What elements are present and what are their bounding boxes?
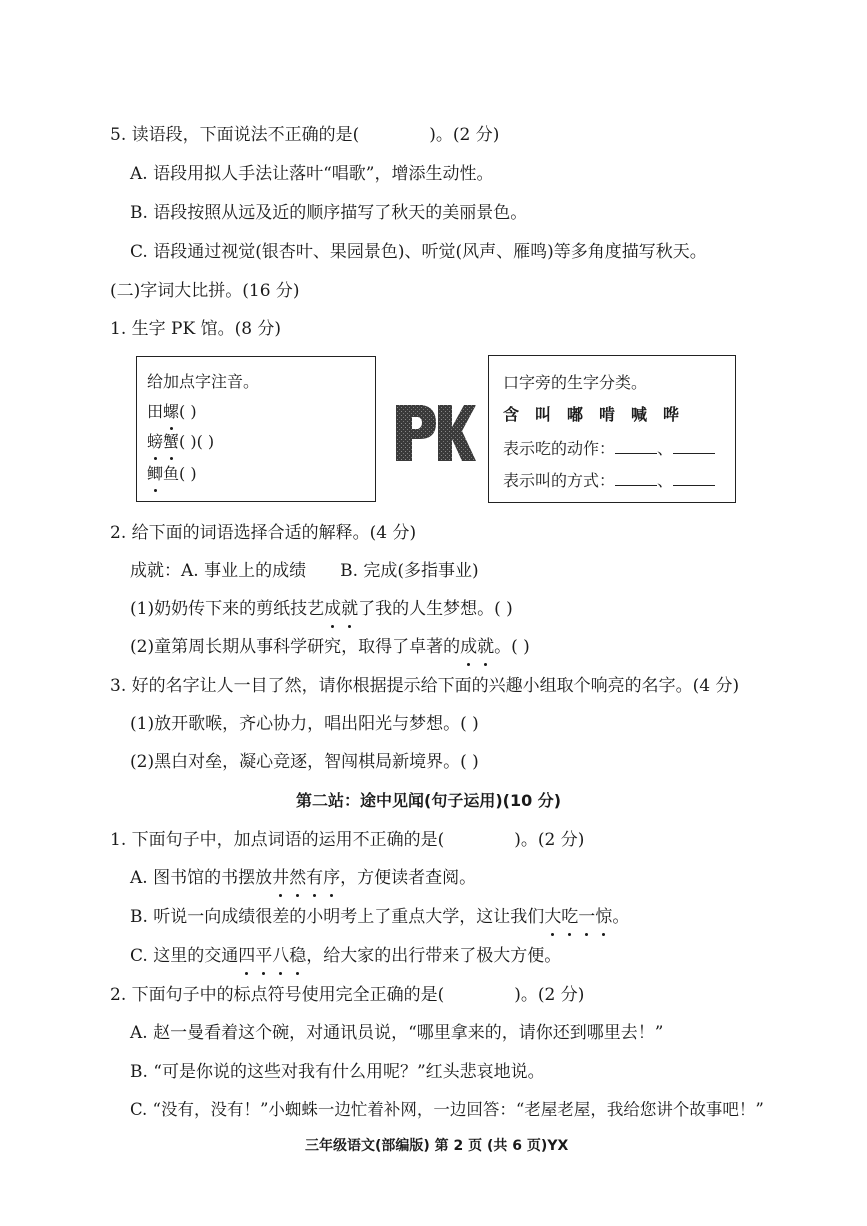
sq1-b-pre: B. 听说一向成绩很差的小明考上了重点大学，这让我们 — [130, 907, 545, 927]
q5-option-a: A. 语段用拟人手法让落叶“唱歌”，增添生动性。 — [130, 164, 494, 184]
sq1-a-post: ，方便读者查阅。 — [340, 868, 477, 888]
q5-stem — [110, 124, 499, 146]
call-action-label: 表示叫的方式： — [503, 471, 616, 490]
pk-logo — [392, 397, 476, 467]
pinyin-blank-3[interactable]: ( ) — [179, 464, 197, 483]
radical-box — [488, 355, 736, 503]
q2-s2-pre: (2)童第周长期从事科学研究，取得了卓著的 — [130, 637, 461, 657]
sq2-option-c: C. “没有，没有！”小蜘蛛一边忙着补网，一边回答：“老屋老屋，我给您讲个故事吧！” — [130, 1100, 764, 1119]
q5-stem-text: 5. 读语段，下面说法不正确的是( — [110, 125, 360, 145]
page-footer: 三年级语文(部编版) 第 2 页 (共 6 页)YX — [305, 1138, 569, 1154]
sq1-a-dotted: 井然有序 — [272, 867, 340, 889]
sq1-option-b — [130, 906, 629, 928]
sq2-stem — [110, 984, 584, 1006]
station2-title: 第二站：途中见闻(句子运用)(10 分) — [296, 791, 562, 810]
q3-title: 3. 好的名字让人一目了然，请你根据提示给下面的兴趣小组取个响亮的名字。(4 分) — [110, 676, 740, 696]
q3-sentence-2: (2)黑白对垒，凝心竞逐，智闯棋局新境界。( ) — [130, 752, 479, 772]
sq1-stem-text: 1. 下面句子中，加点词语的运用不正确的是( — [110, 830, 445, 850]
q2-definition: 成就：A. 事业上的成绩 B. 完成(多指事业) — [130, 561, 479, 581]
sq1-c-post: ，给大家的出行带来了极大方便。 — [306, 946, 562, 966]
q2-s1-dotted: 成就 — [324, 598, 358, 620]
radical-box-heading: 口字旁的生字分类。 — [503, 373, 648, 392]
q2-s2-dotted: 成就 — [460, 636, 494, 658]
q5-option-b: B. 语段按照从远及近的顺序描写了秋天的美丽景色。 — [130, 203, 528, 223]
sq1-stem — [110, 829, 584, 851]
sq2-stem-text: 2. 下面句子中的标点符号使用完全正确的是( — [110, 985, 445, 1005]
sq1-option-a — [130, 867, 476, 889]
eat-action-label: 表示吃的动作： — [503, 439, 616, 458]
call-action-row — [503, 468, 715, 491]
sq1-option-c — [130, 945, 561, 967]
section2-title: (二)字词大比拼。(16 分) — [110, 281, 300, 301]
q5-option-c: C. 语段通过视觉(银杏叶、果园景色)、听觉(风声、雁鸣)等多角度描写秋天。 — [130, 242, 707, 262]
sq2-option-a: A. 赵一曼看着这个碗，对通讯员说，“哪里拿来的，请你还到哪里去！” — [130, 1023, 664, 1043]
sq2-stem-tail: )。(2 分) — [514, 985, 585, 1005]
eat-blank-2[interactable] — [673, 439, 715, 454]
q5-stem-tail: )。(2 分) — [429, 125, 500, 145]
sq1-b-post: 。 — [612, 907, 630, 927]
q1-title: 1. 生字 PK 馆。(8 分) — [110, 319, 282, 339]
sq2-option-b: B. “可是你说的这些对我有什么用呢？”红头悲哀地说。 — [130, 1062, 545, 1082]
q2-s2-post: 。( ) — [494, 637, 530, 657]
eat-action-row — [503, 436, 715, 459]
pinyin-item-3 — [147, 461, 197, 484]
pinyin-item-1 — [147, 399, 197, 422]
pinyin-blank-1[interactable]: ( ) — [179, 402, 197, 421]
sq1-a-pre: A. 图书馆的书摆放 — [130, 868, 273, 888]
q2-title: 2. 给下面的词语选择合适的解释。(4 分) — [110, 523, 417, 543]
q2-sentence-2 — [130, 636, 530, 658]
call-blank-1[interactable] — [615, 471, 657, 486]
q3-sentence-1: (1)放开歌喉，齐心协力，唱出阳光与梦想。( ) — [130, 714, 479, 734]
word-pangxie: 螃蟹 — [147, 429, 179, 452]
q2-s1-pre: (1)奶奶传下来的剪纸技艺 — [130, 599, 325, 619]
radical-chars: 含 叫 嘟 啃 喊 哗 — [503, 405, 680, 424]
eat-blank-1[interactable] — [615, 439, 657, 454]
call-sep: 、 — [657, 471, 674, 490]
word-jiyu: 鲫鱼 — [147, 461, 179, 484]
pinyin-item-2 — [147, 429, 214, 452]
pinyin-box — [136, 356, 376, 502]
sq1-c-pre: C. 这里的交通 — [130, 946, 239, 966]
q2-s1-post: 了我的人生梦想。( ) — [358, 599, 513, 619]
sq1-stem-tail: )。(2 分) — [514, 830, 585, 850]
word-tianluo: 田螺 — [147, 399, 179, 422]
pinyin-blank-2[interactable]: ( )( ) — [179, 432, 215, 451]
q2-sentence-1 — [130, 598, 513, 620]
sq1-c-dotted: 四平八稳 — [238, 945, 306, 967]
eat-sep: 、 — [657, 439, 674, 458]
call-blank-2[interactable] — [673, 471, 715, 486]
pinyin-box-heading: 给加点字注音。 — [147, 372, 260, 391]
sq1-b-dotted: 大吃一惊 — [544, 906, 612, 928]
